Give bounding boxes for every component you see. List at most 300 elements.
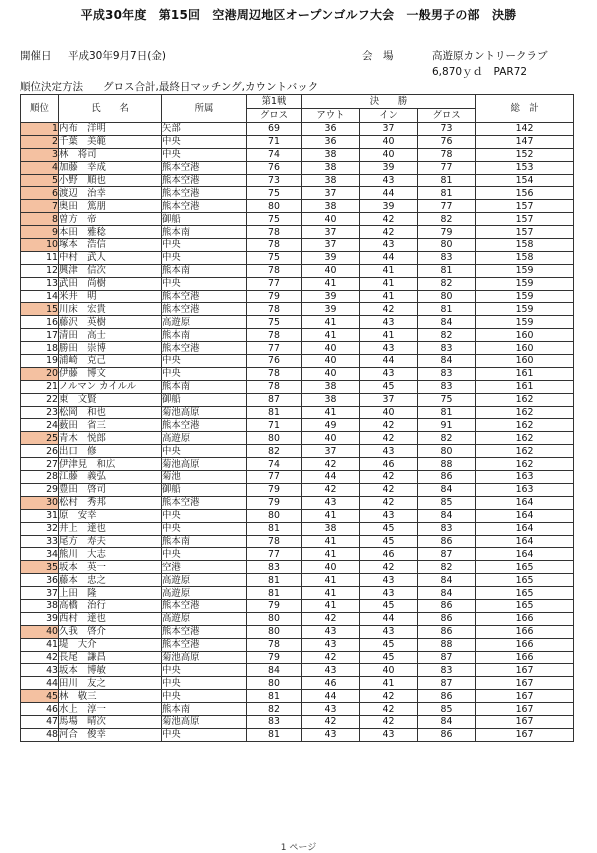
table-cell-round1-gross: 74: [247, 148, 302, 161]
table-row: [21, 187, 574, 200]
table-cell-total: 167: [476, 664, 574, 677]
table-cell-final-gross: 81: [418, 264, 476, 277]
table-row: [21, 548, 574, 561]
table-cell-round1-gross: 80: [247, 200, 302, 213]
table-cell-in: 45: [360, 599, 418, 612]
table-cell-out: 38: [302, 148, 360, 161]
table-row: [21, 290, 574, 303]
table-row: [21, 329, 574, 342]
col-header-gross-round1: グロス: [247, 109, 302, 123]
table-cell-out: 40: [302, 342, 360, 355]
col-header-out: アウト: [302, 109, 360, 123]
table-cell-in: 42: [360, 483, 418, 496]
table-cell-name: 長尾 謙昌: [59, 651, 162, 664]
table-cell-rank: 43: [21, 664, 59, 677]
table-cell-round1-gross: 78: [247, 535, 302, 548]
table-cell-rank: 25: [21, 432, 59, 445]
table-cell-rank: 29: [21, 483, 59, 496]
table-cell-total: 163: [476, 471, 574, 484]
table-cell-round1-gross: 83: [247, 561, 302, 574]
table-cell-final-gross: 87: [418, 677, 476, 690]
table-cell-total: 159: [476, 264, 574, 277]
table-cell-club: 熊本空港: [162, 625, 247, 638]
table-row: [21, 239, 574, 252]
table-cell-in: 44: [360, 355, 418, 368]
table-row: [21, 355, 574, 368]
table-cell-round1-gross: 79: [247, 496, 302, 509]
table-row: [21, 432, 574, 445]
table-row: [21, 123, 574, 136]
table-cell-rank: 45: [21, 690, 59, 703]
table-cell-final-gross: 81: [418, 303, 476, 316]
table-cell-rank: 21: [21, 380, 59, 393]
table-cell-club: 菊池高原: [162, 715, 247, 728]
table-row: [21, 690, 574, 703]
table-row: [21, 174, 574, 187]
table-row: [21, 458, 574, 471]
table-cell-final-gross: 83: [418, 522, 476, 535]
table-cell-final-gross: 88: [418, 638, 476, 651]
table-cell-in: 46: [360, 458, 418, 471]
table-cell-club: 熊本南: [162, 703, 247, 716]
table-row: [21, 226, 574, 239]
table-cell-name: 藤本 忠之: [59, 574, 162, 587]
table-cell-rank: 38: [21, 599, 59, 612]
table-cell-club: 中央: [162, 690, 247, 703]
table-cell-name: 上田 隆: [59, 587, 162, 600]
table-cell-rank: 47: [21, 715, 59, 728]
table-cell-rank: 23: [21, 406, 59, 419]
table-cell-out: 42: [302, 715, 360, 728]
table-row: [21, 148, 574, 161]
table-cell-name: 松岡 和也: [59, 406, 162, 419]
table-cell-in: 42: [360, 303, 418, 316]
table-cell-club: 熊本空港: [162, 187, 247, 200]
table-cell-in: 45: [360, 651, 418, 664]
table-cell-name: 原 安幸: [59, 509, 162, 522]
table-cell-round1-gross: 81: [247, 728, 302, 741]
table-cell-rank: 36: [21, 574, 59, 587]
table-cell-out: 41: [302, 406, 360, 419]
table-cell-club: 中央: [162, 445, 247, 458]
col-header-rank: 順位: [21, 95, 59, 123]
table-cell-out: 37: [302, 226, 360, 239]
table-cell-club: 菊池高原: [162, 651, 247, 664]
table-cell-in: 40: [360, 664, 418, 677]
table-cell-name: 久我 啓介: [59, 625, 162, 638]
table-cell-round1-gross: 80: [247, 509, 302, 522]
table-cell-in: 40: [360, 406, 418, 419]
table-cell-rank: 22: [21, 393, 59, 406]
table-cell-in: 41: [360, 329, 418, 342]
table-cell-club: 中央: [162, 355, 247, 368]
table-cell-out: 37: [302, 445, 360, 458]
table-cell-round1-gross: 75: [247, 251, 302, 264]
table-cell-total: 162: [476, 393, 574, 406]
table-cell-rank: 1: [21, 123, 59, 136]
table-cell-final-gross: 86: [418, 535, 476, 548]
col-header-name: 氏 名: [59, 95, 162, 123]
table-cell-round1-gross: 77: [247, 471, 302, 484]
table-cell-total: 166: [476, 612, 574, 625]
table-cell-name: 内布 洋明: [59, 123, 162, 136]
table-cell-in: 43: [360, 316, 418, 329]
table-cell-club: 中央: [162, 135, 247, 148]
table-cell-club: 中央: [162, 277, 247, 290]
table-cell-final-gross: 85: [418, 703, 476, 716]
table-row: [21, 393, 574, 406]
table-cell-round1-gross: 78: [247, 367, 302, 380]
table-cell-round1-gross: 77: [247, 342, 302, 355]
col-header-club: 所属: [162, 95, 247, 123]
table-cell-club: 熊本南: [162, 535, 247, 548]
table-cell-final-gross: 80: [418, 239, 476, 252]
table-cell-out: 43: [302, 625, 360, 638]
table-cell-out: 41: [302, 509, 360, 522]
table-cell-out: 38: [302, 522, 360, 535]
table-cell-club: 中央: [162, 728, 247, 741]
table-cell-rank: 6: [21, 187, 59, 200]
table-cell-in: 39: [360, 200, 418, 213]
table-cell-in: 43: [360, 367, 418, 380]
table-cell-total: 161: [476, 367, 574, 380]
table-row: [21, 483, 574, 496]
table-cell-round1-gross: 79: [247, 651, 302, 664]
table-cell-round1-gross: 78: [247, 239, 302, 252]
table-cell-total: 165: [476, 587, 574, 600]
table-cell-final-gross: 84: [418, 587, 476, 600]
table-cell-total: 164: [476, 509, 574, 522]
course-spec: 6,870ｙｄ PAR72: [432, 66, 528, 78]
table-cell-club: 空港: [162, 561, 247, 574]
col-header-in: イン: [360, 109, 418, 123]
table-cell-total: 160: [476, 342, 574, 355]
table-cell-out: 43: [302, 664, 360, 677]
table-cell-rank: 9: [21, 226, 59, 239]
table-cell-round1-gross: 78: [247, 226, 302, 239]
table-cell-name: 坂本 博敏: [59, 664, 162, 677]
table-cell-final-gross: 87: [418, 651, 476, 664]
table-cell-in: 46: [360, 548, 418, 561]
table-cell-final-gross: 81: [418, 174, 476, 187]
table-cell-club: 中央: [162, 239, 247, 252]
table-cell-rank: 26: [21, 445, 59, 458]
table-cell-name: 水上 淳一: [59, 703, 162, 716]
table-cell-final-gross: 84: [418, 316, 476, 329]
table-cell-in: 43: [360, 239, 418, 252]
table-cell-final-gross: 82: [418, 277, 476, 290]
table-cell-total: 157: [476, 226, 574, 239]
table-cell-club: 菊池高原: [162, 458, 247, 471]
table-cell-club: 中央: [162, 677, 247, 690]
table-row: [21, 612, 574, 625]
table-cell-round1-gross: 80: [247, 612, 302, 625]
table-cell-total: 164: [476, 522, 574, 535]
table-cell-rank: 11: [21, 251, 59, 264]
table-cell-out: 40: [302, 561, 360, 574]
table-cell-name: 林 敬三: [59, 690, 162, 703]
table-cell-club: 熊本空港: [162, 303, 247, 316]
table-cell-out: 41: [302, 316, 360, 329]
table-cell-in: 42: [360, 561, 418, 574]
table-cell-name: 川床 宏貴: [59, 303, 162, 316]
table-row: [21, 135, 574, 148]
table-cell-name: 加藤 幸成: [59, 161, 162, 174]
table-cell-out: 42: [302, 651, 360, 664]
table-cell-total: 167: [476, 690, 574, 703]
table-cell-final-gross: 77: [418, 161, 476, 174]
col-header-round1: 第1戦: [247, 95, 302, 109]
table-cell-final-gross: 83: [418, 367, 476, 380]
table-row: [21, 509, 574, 522]
table-cell-in: 42: [360, 715, 418, 728]
table-cell-round1-gross: 78: [247, 264, 302, 277]
table-cell-total: 164: [476, 496, 574, 509]
table-cell-final-gross: 82: [418, 561, 476, 574]
table-cell-out: 41: [302, 587, 360, 600]
table-cell-rank: 24: [21, 419, 59, 432]
table-cell-final-gross: 80: [418, 290, 476, 303]
table-cell-name: 勝田 崇博: [59, 342, 162, 355]
table-cell-round1-gross: 78: [247, 329, 302, 342]
table-cell-club: 中央: [162, 148, 247, 161]
table-cell-rank: 40: [21, 625, 59, 638]
table-cell-rank: 16: [21, 316, 59, 329]
table-cell-total: 153: [476, 161, 574, 174]
table-row: [21, 277, 574, 290]
table-cell-rank: 33: [21, 535, 59, 548]
table-cell-name: 出口 修: [59, 445, 162, 458]
table-cell-in: 42: [360, 690, 418, 703]
date-label: 開催日: [20, 50, 52, 62]
table-cell-rank: 30: [21, 496, 59, 509]
table-cell-total: 157: [476, 200, 574, 213]
table-cell-total: 167: [476, 677, 574, 690]
table-cell-club: 熊本空港: [162, 290, 247, 303]
table-cell-rank: 20: [21, 367, 59, 380]
table-cell-final-gross: 76: [418, 135, 476, 148]
table-cell-in: 40: [360, 135, 418, 148]
table-cell-total: 163: [476, 483, 574, 496]
table-cell-in: 42: [360, 213, 418, 226]
table-cell-final-gross: 84: [418, 509, 476, 522]
table-row: [21, 471, 574, 484]
table-cell-in: 43: [360, 574, 418, 587]
table-cell-club: 中央: [162, 251, 247, 264]
table-cell-club: 熊本空港: [162, 419, 247, 432]
table-cell-final-gross: 84: [418, 574, 476, 587]
table-cell-out: 36: [302, 135, 360, 148]
table-cell-round1-gross: 81: [247, 587, 302, 600]
table-cell-name: 清田 高士: [59, 329, 162, 342]
table-cell-in: 37: [360, 393, 418, 406]
table-cell-final-gross: 86: [418, 599, 476, 612]
table-cell-rank: 34: [21, 548, 59, 561]
table-cell-club: 熊本南: [162, 264, 247, 277]
table-cell-total: 162: [476, 458, 574, 471]
table-cell-total: 158: [476, 239, 574, 252]
table-cell-round1-gross: 80: [247, 625, 302, 638]
table-row: [21, 703, 574, 716]
table-cell-final-gross: 87: [418, 548, 476, 561]
table-cell-round1-gross: 74: [247, 458, 302, 471]
table-cell-round1-gross: 82: [247, 445, 302, 458]
table-cell-in: 42: [360, 432, 418, 445]
table-row: [21, 574, 574, 587]
table-cell-final-gross: 83: [418, 664, 476, 677]
table-row: [21, 561, 574, 574]
table-cell-total: 152: [476, 148, 574, 161]
table-cell-name: 本田 雅稔: [59, 226, 162, 239]
table-cell-out: 37: [302, 187, 360, 200]
table-cell-club: 熊本南: [162, 380, 247, 393]
table-cell-rank: 10: [21, 239, 59, 252]
table-cell-total: 162: [476, 432, 574, 445]
table-cell-in: 37: [360, 123, 418, 136]
table-cell-total: 165: [476, 574, 574, 587]
table-cell-final-gross: 73: [418, 123, 476, 136]
table-cell-name: 西村 達也: [59, 612, 162, 625]
table-cell-club: 菊池: [162, 471, 247, 484]
table-row: [21, 342, 574, 355]
table-cell-round1-gross: 81: [247, 522, 302, 535]
table-row: [21, 522, 574, 535]
table-cell-out: 44: [302, 471, 360, 484]
table-cell-total: 161: [476, 380, 574, 393]
table-cell-name: 河合 俊幸: [59, 728, 162, 741]
table-cell-round1-gross: 81: [247, 406, 302, 419]
table-cell-out: 38: [302, 200, 360, 213]
table-cell-in: 41: [360, 264, 418, 277]
table-cell-total: 162: [476, 445, 574, 458]
table-cell-round1-gross: 78: [247, 303, 302, 316]
table-row: [21, 367, 574, 380]
table-row: [21, 316, 574, 329]
table-cell-final-gross: 83: [418, 251, 476, 264]
table-cell-final-gross: 81: [418, 187, 476, 200]
table-cell-total: 167: [476, 728, 574, 741]
table-row: [21, 625, 574, 638]
table-row: [21, 200, 574, 213]
table-cell-name: 千葉 美範: [59, 135, 162, 148]
table-cell-total: 154: [476, 174, 574, 187]
table-cell-club: 高遊原: [162, 316, 247, 329]
table-cell-round1-gross: 79: [247, 599, 302, 612]
method-label: 順位決定方法: [20, 81, 83, 93]
table-cell-total: 166: [476, 625, 574, 638]
table-cell-club: 熊本空港: [162, 638, 247, 651]
table-cell-club: 高遊原: [162, 574, 247, 587]
table-cell-total: 159: [476, 303, 574, 316]
table-cell-out: 43: [302, 703, 360, 716]
col-header-total: 総 計: [476, 95, 574, 123]
table-cell-round1-gross: 83: [247, 715, 302, 728]
table-cell-final-gross: 86: [418, 690, 476, 703]
table-cell-in: 43: [360, 587, 418, 600]
table-cell-final-gross: 86: [418, 612, 476, 625]
table-cell-out: 38: [302, 393, 360, 406]
table-cell-in: 43: [360, 174, 418, 187]
table-cell-rank: 12: [21, 264, 59, 277]
table-cell-out: 40: [302, 432, 360, 445]
table-cell-out: 46: [302, 677, 360, 690]
table-cell-in: 39: [360, 161, 418, 174]
table-cell-round1-gross: 73: [247, 174, 302, 187]
table-cell-out: 41: [302, 277, 360, 290]
table-cell-club: 熊本空港: [162, 200, 247, 213]
table-cell-round1-gross: 82: [247, 703, 302, 716]
table-cell-rank: 5: [21, 174, 59, 187]
venue-label: 会 場: [362, 50, 394, 62]
table-cell-in: 43: [360, 342, 418, 355]
table-cell-in: 43: [360, 509, 418, 522]
table-cell-final-gross: 82: [418, 213, 476, 226]
table-cell-club: 中央: [162, 509, 247, 522]
page-number: 1 ページ: [280, 843, 317, 853]
table-cell-round1-gross: 77: [247, 277, 302, 290]
table-cell-total: 166: [476, 638, 574, 651]
table-cell-club: 熊本空港: [162, 342, 247, 355]
table-cell-name: 尾方 寿夫: [59, 535, 162, 548]
table-cell-in: 44: [360, 187, 418, 200]
table-cell-club: 中央: [162, 367, 247, 380]
table-cell-club: 矢部: [162, 123, 247, 136]
table-cell-round1-gross: 77: [247, 548, 302, 561]
table-cell-out: 42: [302, 483, 360, 496]
table-cell-name: 浦崎 克己: [59, 355, 162, 368]
table-row: [21, 496, 574, 509]
table-cell-rank: 13: [21, 277, 59, 290]
table-cell-out: 41: [302, 574, 360, 587]
table-cell-club: 熊本空港: [162, 174, 247, 187]
table-cell-total: 165: [476, 599, 574, 612]
table-cell-rank: 17: [21, 329, 59, 342]
table-cell-name: 青木 悦郎: [59, 432, 162, 445]
table-cell-rank: 18: [21, 342, 59, 355]
table-cell-rank: 42: [21, 651, 59, 664]
table-cell-name: 豊田 啓司: [59, 483, 162, 496]
table-cell-total: 166: [476, 651, 574, 664]
table-cell-final-gross: 80: [418, 445, 476, 458]
table-cell-final-gross: 83: [418, 342, 476, 355]
table-cell-name: 高橋 治行: [59, 599, 162, 612]
table-cell-rank: 8: [21, 213, 59, 226]
table-cell-rank: 27: [21, 458, 59, 471]
table-cell-name: 武田 尚樹: [59, 277, 162, 290]
table-row: [21, 406, 574, 419]
table-cell-round1-gross: 80: [247, 432, 302, 445]
table-cell-name: 松村 秀邦: [59, 496, 162, 509]
table-cell-in: 45: [360, 535, 418, 548]
table-cell-name: 馬場 晴次: [59, 715, 162, 728]
table-cell-final-gross: 85: [418, 496, 476, 509]
table-cell-out: 43: [302, 638, 360, 651]
table-cell-club: 御船: [162, 393, 247, 406]
table-row: [21, 264, 574, 277]
table-cell-out: 36: [302, 123, 360, 136]
table-cell-out: 41: [302, 548, 360, 561]
table-cell-rank: 4: [21, 161, 59, 174]
table-cell-name: 中村 武人: [59, 251, 162, 264]
table-cell-club: 高遊原: [162, 612, 247, 625]
table-cell-round1-gross: 84: [247, 664, 302, 677]
table-cell-final-gross: 79: [418, 226, 476, 239]
table-cell-final-gross: 86: [418, 625, 476, 638]
table-cell-final-gross: 78: [418, 148, 476, 161]
table-row: [21, 651, 574, 664]
table-cell-total: 162: [476, 406, 574, 419]
table-cell-name: 江藤 義弘: [59, 471, 162, 484]
